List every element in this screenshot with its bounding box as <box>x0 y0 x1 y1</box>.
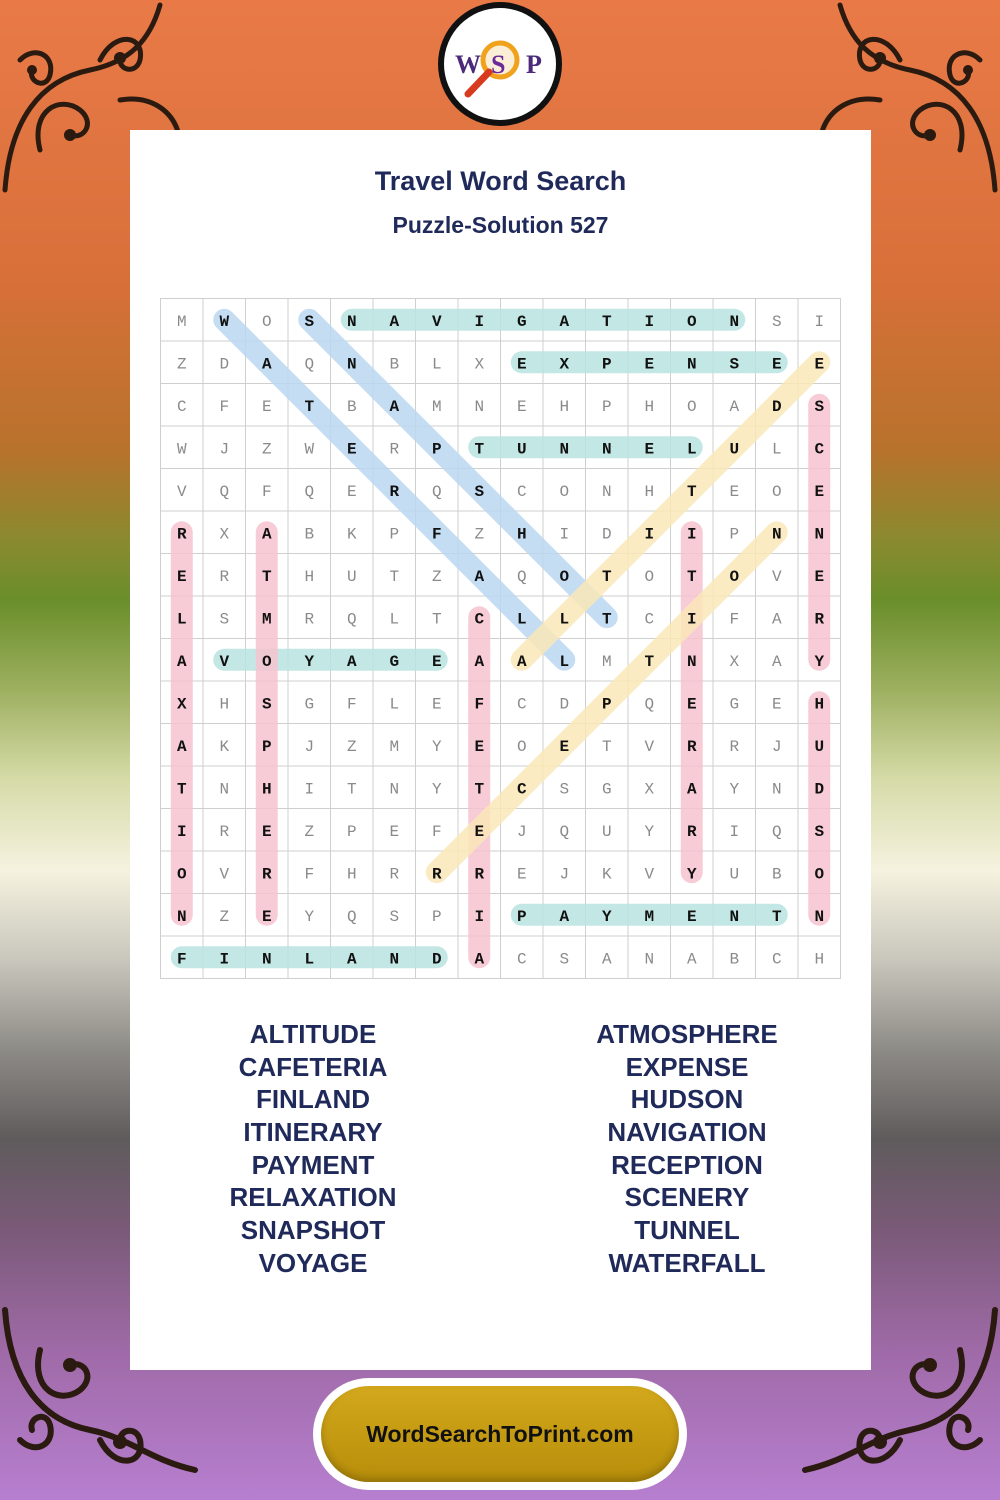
grid-letter[interactable]: I <box>304 780 315 799</box>
page-title: Travel Word Search <box>374 166 627 196</box>
puzzle-card <box>130 130 871 1370</box>
grid-letter[interactable]: S <box>559 950 570 969</box>
word-search-grid <box>160 298 841 979</box>
grid-letter[interactable]: Y <box>644 822 655 841</box>
grid-letter[interactable]: T <box>771 907 782 926</box>
grid-letter[interactable]: P <box>431 440 442 459</box>
grid-letter[interactable]: T <box>601 567 612 586</box>
grid-letter[interactable]: F <box>219 397 230 416</box>
grid-letter[interactable]: L <box>389 610 400 629</box>
grid-letter[interactable]: J <box>771 737 782 756</box>
grid-letter[interactable]: Q <box>346 610 357 629</box>
grid-letter[interactable]: E <box>474 737 485 756</box>
grid-letter[interactable]: I <box>219 950 230 969</box>
grid-letter[interactable]: E <box>516 865 527 884</box>
grid-letter[interactable]: I <box>474 312 485 331</box>
grid-letter[interactable]: S <box>389 907 400 926</box>
grid-letter[interactable]: R <box>389 440 400 459</box>
grid-letter[interactable]: D <box>814 780 825 799</box>
page-subtitle: Puzzle-Solution 527 <box>392 212 609 238</box>
logo-letter-s: S <box>491 50 506 79</box>
grid-letter[interactable]: P <box>261 737 272 756</box>
grid-letter[interactable]: E <box>176 567 187 586</box>
grid-letter[interactable]: P <box>431 907 442 926</box>
grid-letter[interactable]: J <box>516 822 527 841</box>
grid-canvas <box>160 298 841 979</box>
grid-letter[interactable]: Q <box>771 822 782 841</box>
grid-letter[interactable]: B <box>771 865 782 884</box>
grid-letter[interactable]: W <box>176 440 187 459</box>
grid-letter[interactable]: I <box>644 312 655 331</box>
word-list-item: RECEPTION <box>611 1149 763 1180</box>
grid-letter[interactable]: O <box>814 865 825 884</box>
grid-letter[interactable]: A <box>771 610 782 629</box>
website-link-text: WordSearchToPrint.com <box>366 1420 634 1447</box>
word-list-right <box>502 1018 872 1280</box>
grid-letter[interactable]: A <box>389 397 400 416</box>
grid-letter[interactable]: O <box>686 397 697 416</box>
grid-letter[interactable]: C <box>516 482 527 501</box>
grid-letter[interactable]: A <box>346 652 357 671</box>
grid-letter[interactable]: N <box>474 397 485 416</box>
website-link-button[interactable] <box>313 1378 687 1490</box>
grid-letter[interactable]: H <box>559 397 570 416</box>
grid-letter[interactable]: Y <box>729 780 740 799</box>
grid-letter[interactable]: Y <box>431 737 442 756</box>
grid-letter[interactable]: L <box>559 610 570 629</box>
grid-letter[interactable]: Q <box>431 482 442 501</box>
wsp-logo[interactable] <box>438 2 562 126</box>
grid-letter[interactable]: F <box>431 525 442 544</box>
grid-letter[interactable]: N <box>771 780 782 799</box>
grid-letter[interactable]: A <box>346 950 357 969</box>
grid-letter[interactable]: H <box>814 950 825 969</box>
grid-letter[interactable]: L <box>176 610 187 629</box>
grid-letter[interactable]: C <box>814 440 825 459</box>
grid-letter[interactable]: V <box>771 567 782 586</box>
grid-letter[interactable]: S <box>771 312 782 331</box>
word-list-item: SNAPSHOT <box>240 1215 386 1246</box>
grid-letter[interactable]: G <box>389 652 400 671</box>
grid-letter[interactable]: A <box>516 652 527 671</box>
grid-letter[interactable]: N <box>346 312 357 331</box>
grid-letter[interactable]: N <box>176 907 187 926</box>
grid-letter[interactable]: N <box>644 950 655 969</box>
grid-letter[interactable]: O <box>686 312 697 331</box>
grid-letter[interactable]: U <box>729 440 740 459</box>
grid-letter[interactable]: E <box>431 695 442 714</box>
grid-letter[interactable]: E <box>516 355 527 374</box>
grid-letter[interactable]: G <box>729 695 740 714</box>
grid-letter[interactable]: H <box>261 780 272 799</box>
grid-letter[interactable]: Y <box>304 652 315 671</box>
grid-letter[interactable]: S <box>474 482 485 501</box>
grid-letter[interactable]: R <box>686 737 697 756</box>
grid-letter[interactable]: T <box>389 567 400 586</box>
grid-letter[interactable]: Z <box>176 355 187 374</box>
grid-letter[interactable]: E <box>814 355 825 374</box>
grid-letter[interactable]: N <box>389 780 400 799</box>
word-list-item: FINLAND <box>255 1084 371 1115</box>
grid-letter[interactable]: C <box>474 610 485 629</box>
grid-letter[interactable]: Z <box>431 567 442 586</box>
grid-letter[interactable]: R <box>261 865 272 884</box>
grid-letter[interactable]: S <box>261 695 272 714</box>
grid-letter[interactable]: V <box>219 652 230 671</box>
grid-letter[interactable]: C <box>644 610 655 629</box>
logo-badge <box>444 8 556 120</box>
grid-letter[interactable]: T <box>304 397 315 416</box>
grid-letter[interactable]: Y <box>814 652 825 671</box>
grid-letter[interactable]: E <box>771 695 782 714</box>
grid-letter[interactable]: B <box>729 950 740 969</box>
grid-letter[interactable]: N <box>729 312 740 331</box>
grid-letter[interactable]: D <box>219 355 230 374</box>
grid-letter[interactable]: L <box>431 355 442 374</box>
grid-letter[interactable]: G <box>516 312 527 331</box>
grid-letter[interactable]: E <box>559 737 570 756</box>
logo-letter-w: W <box>455 50 481 79</box>
grid-letter[interactable]: U <box>729 865 740 884</box>
grid-letter[interactable]: I <box>814 312 825 331</box>
website-link-pill <box>321 1386 679 1482</box>
grid-letter[interactable]: F <box>346 695 357 714</box>
grid-letter[interactable]: W <box>219 312 230 331</box>
word-list-item: RELAXATION <box>229 1182 397 1213</box>
grid-letter[interactable]: R <box>176 525 187 544</box>
grid-letter[interactable]: E <box>261 397 272 416</box>
grid-letter[interactable]: A <box>686 780 697 799</box>
word-list-item: PAYMENT <box>251 1149 375 1180</box>
grid-letter[interactable]: H <box>219 695 230 714</box>
grid-letter[interactable]: N <box>771 525 782 544</box>
grid-letter[interactable]: R <box>729 737 740 756</box>
grid-letter[interactable]: V <box>644 737 655 756</box>
grid-letter[interactable]: N <box>346 355 357 374</box>
grid-letter[interactable]: C <box>771 950 782 969</box>
grid-letter[interactable]: B <box>346 397 357 416</box>
grid-letter[interactable]: C <box>516 695 527 714</box>
grid-letter[interactable]: A <box>729 397 740 416</box>
grid-letter[interactable]: O <box>176 865 187 884</box>
grid-letter[interactable]: Q <box>516 567 527 586</box>
grid-letter[interactable]: M <box>176 312 187 331</box>
grid-letter[interactable]: D <box>771 397 782 416</box>
grid-letter[interactable]: F <box>474 695 485 714</box>
grid-letter[interactable]: H <box>304 567 315 586</box>
grid-letter[interactable]: O <box>261 652 272 671</box>
grid-letter[interactable]: Q <box>346 907 357 926</box>
word-list-item: ALTITUDE <box>249 1019 377 1049</box>
word-list-item: TUNNEL <box>634 1215 740 1246</box>
grid-letter[interactable]: C <box>516 950 527 969</box>
grid-letter[interactable]: A <box>559 312 570 331</box>
grid-letter[interactable]: Q <box>219 482 230 501</box>
grid-letter[interactable]: I <box>474 907 485 926</box>
grid-letter[interactable]: T <box>474 780 485 799</box>
grid-letter[interactable]: Q <box>559 822 570 841</box>
grid-letter[interactable]: V <box>219 865 230 884</box>
grid-letter[interactable]: A <box>559 907 570 926</box>
word-list-item: ITINERARY <box>243 1117 383 1148</box>
grid-letter[interactable]: X <box>644 780 655 799</box>
grid-letter[interactable]: Q <box>304 482 315 501</box>
grid-letter[interactable]: U <box>601 822 612 841</box>
grid-letter[interactable]: Z <box>346 737 357 756</box>
grid-letter[interactable]: E <box>346 482 357 501</box>
grid-letter[interactable]: H <box>644 482 655 501</box>
grid-letter[interactable]: I <box>559 525 570 544</box>
word-list-item: NAVIGATION <box>607 1117 767 1148</box>
grid-letter[interactable]: X <box>474 355 485 374</box>
grid-letter[interactable]: E <box>729 482 740 501</box>
grid-letter[interactable]: F <box>431 822 442 841</box>
grid-letter[interactable]: Y <box>431 780 442 799</box>
grid-letter[interactable]: S <box>814 397 825 416</box>
grid-letter[interactable]: E <box>261 907 272 926</box>
word-list-item: HUDSON <box>630 1084 744 1115</box>
grid-letter[interactable]: O <box>771 482 782 501</box>
grid-letter[interactable]: L <box>559 652 570 671</box>
grid-letter[interactable]: D <box>431 950 442 969</box>
grid-letter[interactable]: E <box>814 482 825 501</box>
grid-letter[interactable]: B <box>389 355 400 374</box>
grid-letter[interactable]: J <box>219 440 230 459</box>
grid-letter[interactable]: L <box>771 440 782 459</box>
grid-letter[interactable]: T <box>601 737 612 756</box>
grid-letter[interactable]: P <box>601 397 612 416</box>
grid-letter[interactable]: T <box>686 567 697 586</box>
grid-letter[interactable]: Y <box>686 865 697 884</box>
word-list-item: ATMOSPHERE <box>596 1019 778 1049</box>
grid-letter[interactable]: E <box>686 695 697 714</box>
grid-letter[interactable]: R <box>219 822 230 841</box>
grid-letter[interactable]: R <box>474 865 485 884</box>
grid-letter[interactable]: T <box>261 567 272 586</box>
grid-letter[interactable]: A <box>389 312 400 331</box>
grid-letter[interactable]: X <box>729 652 740 671</box>
grid-letter[interactable]: O <box>729 567 740 586</box>
grid-letter[interactable]: A <box>474 950 485 969</box>
grid-letter[interactable]: A <box>686 950 697 969</box>
word-list-left <box>128 1018 498 1280</box>
grid-letter[interactable]: F <box>729 610 740 629</box>
grid-letter[interactable]: A <box>474 652 485 671</box>
grid-letter[interactable]: R <box>219 567 230 586</box>
grid-letter[interactable]: S <box>304 312 315 331</box>
grid-letter[interactable]: Z <box>219 907 230 926</box>
grid-letter[interactable]: E <box>346 440 357 459</box>
grid-letter[interactable]: M <box>644 907 655 926</box>
grid-letter[interactable]: N <box>559 440 570 459</box>
grid-letter[interactable]: Z <box>474 525 485 544</box>
grid-letter[interactable]: P <box>601 695 612 714</box>
grid-letter[interactable]: T <box>686 482 697 501</box>
grid-letter[interactable]: H <box>516 525 527 544</box>
grid-letter[interactable]: O <box>559 482 570 501</box>
grid-letter[interactable]: Y <box>304 907 315 926</box>
grid-letter[interactable]: E <box>516 397 527 416</box>
grid-letter[interactable]: C <box>176 397 187 416</box>
grid-letter[interactable]: F <box>304 865 315 884</box>
grid-letter[interactable]: X <box>219 525 230 544</box>
word-list-item: VOYAGE <box>258 1247 368 1278</box>
grid-letter[interactable]: N <box>261 950 272 969</box>
grid-letter[interactable]: I <box>686 610 697 629</box>
grid-letter[interactable]: A <box>474 567 485 586</box>
grid-letter[interactable]: L <box>516 610 527 629</box>
grid-letter[interactable]: P <box>516 907 527 926</box>
word-list-item: CAFETERIA <box>238 1051 388 1082</box>
grid-letter[interactable]: T <box>601 312 612 331</box>
word-list-item: SCENERY <box>624 1182 750 1213</box>
grid-letter[interactable]: W <box>304 440 315 459</box>
grid-letter[interactable]: G <box>601 780 612 799</box>
grid-letter[interactable]: N <box>686 652 697 671</box>
grid-letter[interactable]: T <box>346 780 357 799</box>
grid-letter[interactable]: Z <box>261 440 272 459</box>
logo-letter-p: P <box>526 50 542 79</box>
grid-letter[interactable]: A <box>261 355 272 374</box>
grid-letter[interactable]: D <box>601 525 612 544</box>
grid-letter[interactable]: E <box>431 652 442 671</box>
grid-letter[interactable]: U <box>814 737 825 756</box>
grid-letter[interactable]: A <box>176 737 187 756</box>
grid-letter[interactable]: T <box>601 610 612 629</box>
grid-letter[interactable]: M <box>431 397 442 416</box>
grid-letter[interactable]: C <box>516 780 527 799</box>
grid-letter[interactable]: T <box>474 440 485 459</box>
grid-letter[interactable]: O <box>261 312 272 331</box>
grid-letter[interactable]: O <box>559 567 570 586</box>
grid-letter[interactable]: S <box>814 822 825 841</box>
grid-letter[interactable]: X <box>559 355 570 374</box>
grid-letter[interactable]: E <box>686 907 697 926</box>
grid-letter[interactable]: T <box>644 652 655 671</box>
grid-letter[interactable]: O <box>516 737 527 756</box>
grid-letter[interactable]: D <box>559 695 570 714</box>
grid-letter[interactable]: S <box>729 355 740 374</box>
grid-letter[interactable]: U <box>346 567 357 586</box>
grid-letter[interactable]: U <box>516 440 527 459</box>
grid-letter[interactable]: V <box>176 482 187 501</box>
grid-letter[interactable]: P <box>601 355 612 374</box>
grid-letter[interactable]: R <box>389 482 400 501</box>
grid-letter[interactable]: I <box>686 525 697 544</box>
grid-letter[interactable]: Q <box>304 355 315 374</box>
grid-letter[interactable]: T <box>431 610 442 629</box>
grid-letter[interactable]: E <box>814 567 825 586</box>
grid-letter[interactable]: A <box>771 652 782 671</box>
grid-letter[interactable]: I <box>644 525 655 544</box>
grid-letter[interactable]: F <box>261 482 272 501</box>
grid-letter[interactable]: R <box>431 865 442 884</box>
grid-letter[interactable]: L <box>686 440 697 459</box>
grid-letter[interactable]: E <box>644 355 655 374</box>
grid-letter[interactable]: A <box>261 525 272 544</box>
grid-letter[interactable]: S <box>219 610 230 629</box>
grid-letter[interactable]: F <box>176 950 187 969</box>
grid-letter[interactable]: L <box>304 950 315 969</box>
grid-letter[interactable]: G <box>304 695 315 714</box>
grid-letter[interactable]: K <box>346 525 357 544</box>
grid-letter[interactable]: N <box>686 355 697 374</box>
grid-letter[interactable]: Q <box>644 695 655 714</box>
grid-letter[interactable]: E <box>261 822 272 841</box>
grid-letter[interactable]: S <box>559 780 570 799</box>
grid-letter[interactable]: E <box>771 355 782 374</box>
grid-letter[interactable]: E <box>389 822 400 841</box>
grid-letter[interactable]: H <box>814 695 825 714</box>
grid-letter[interactable]: A <box>176 652 187 671</box>
grid-letter[interactable]: N <box>729 907 740 926</box>
grid-letter[interactable]: T <box>176 780 187 799</box>
grid-letter[interactable]: N <box>601 482 612 501</box>
grid-letter[interactable]: E <box>644 440 655 459</box>
grid-letter[interactable]: R <box>686 822 697 841</box>
grid-letter[interactable]: R <box>814 610 825 629</box>
grid-letter[interactable]: K <box>219 737 230 756</box>
grid-letter[interactable]: K <box>601 865 612 884</box>
grid-letter[interactable]: P <box>346 822 357 841</box>
grid-letter[interactable]: E <box>474 822 485 841</box>
grid-letter[interactable]: V <box>644 865 655 884</box>
grid-letter[interactable]: V <box>431 312 442 331</box>
grid-letter[interactable]: P <box>389 525 400 544</box>
grid-letter[interactable]: N <box>814 907 825 926</box>
grid-letter[interactable]: N <box>389 950 400 969</box>
grid-letter[interactable]: R <box>389 865 400 884</box>
grid-letter[interactable]: H <box>644 397 655 416</box>
grid-letter[interactable]: J <box>304 737 315 756</box>
grid-letter[interactable]: M <box>389 737 400 756</box>
grid-letter[interactable]: X <box>176 695 187 714</box>
grid-letter[interactable]: M <box>601 652 612 671</box>
grid-letter[interactable]: I <box>729 822 740 841</box>
grid-letter[interactable]: L <box>389 695 400 714</box>
grid-letter[interactable]: O <box>644 567 655 586</box>
grid-letter[interactable]: P <box>729 525 740 544</box>
grid-letter[interactable]: M <box>261 610 272 629</box>
grid-letter[interactable]: B <box>304 525 315 544</box>
word-list-item: WATERFALL <box>608 1247 766 1278</box>
grid-letter[interactable]: Z <box>304 822 315 841</box>
grid-letter[interactable]: A <box>601 950 612 969</box>
grid-letter[interactable]: J <box>559 865 570 884</box>
grid-letter[interactable]: H <box>346 865 357 884</box>
grid-letter[interactable]: I <box>176 822 187 841</box>
grid-letter[interactable]: R <box>304 610 315 629</box>
grid-letter[interactable]: N <box>219 780 230 799</box>
word-list-item: EXPENSE <box>625 1051 749 1082</box>
grid-letter[interactable]: N <box>814 525 825 544</box>
grid-letter[interactable]: N <box>601 440 612 459</box>
grid-letter[interactable]: Y <box>601 907 612 926</box>
